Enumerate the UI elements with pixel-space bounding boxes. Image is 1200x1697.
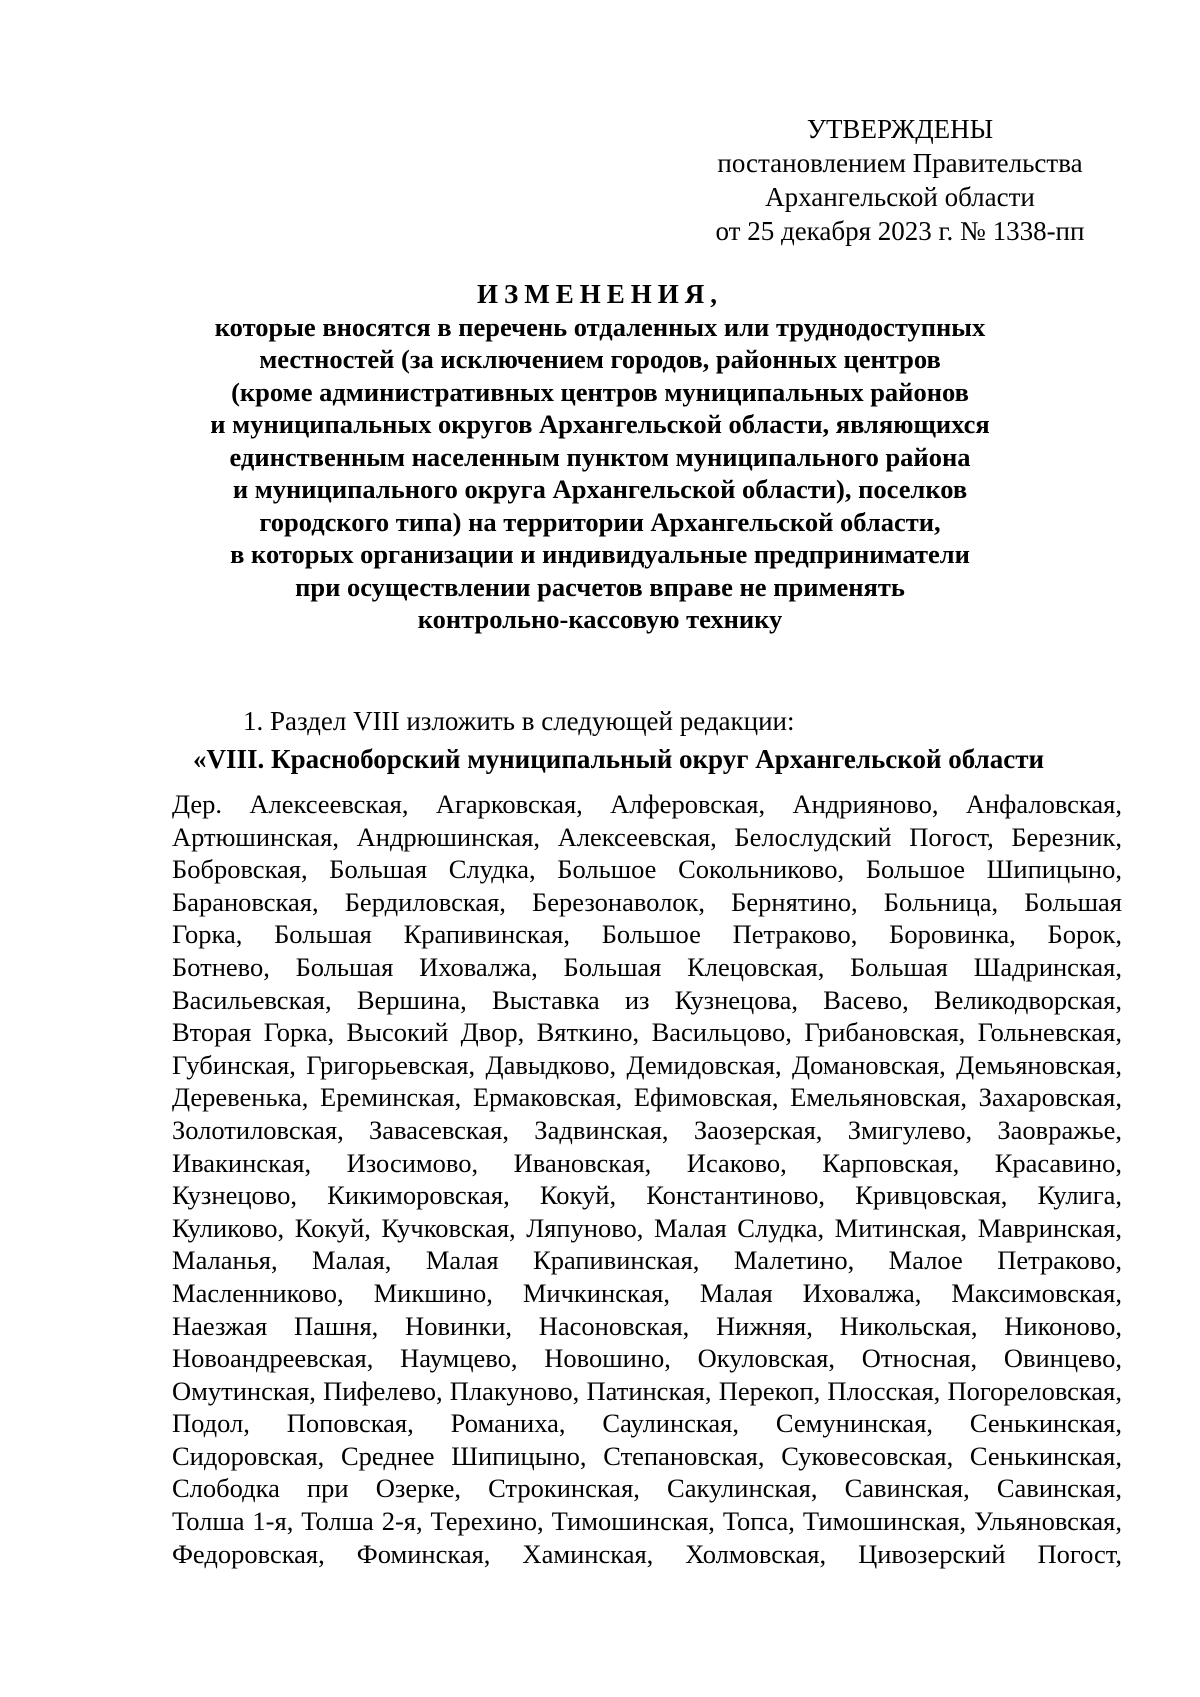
place-line: Наезжая Пашня, Новинки, Насоновская, Нижняя, Никольская, Никоново, — [172, 1310, 1122, 1341]
place-line: Кузнецово, Кикиморовская, Кокуй, Константиново, Кривцовская, Кулига, — [172, 1180, 1122, 1211]
place-line: Бобровская, Большая Слудка, Большое Сокольниково, Большое Шипицыно, — [172, 854, 1122, 885]
title-line: единственным населенным пунктом муниципального района — [229, 441, 971, 472]
place-line: Слободка при Озерке, Строкинская, Сакулинская, Савинская, Савинская, — [172, 1473, 1122, 1504]
place-line: Артюшинская, Андрюшинская, Алексеевская, Белослудский Погост, Березник, — [172, 821, 1122, 852]
place-line: Деревенька, Ереминская, Ермаковская, Ефимовская, Емельяновская, Захаровская, — [172, 1082, 1122, 1113]
place-line: Ивакинская, Изосимово, Ивановская, Исаково, Карповская, Красавино, — [172, 1147, 1122, 1178]
title-line: и муниципального округа Архангельской области), поселков — [232, 474, 968, 504]
title-line: (кроме административных центров муниципальных районов — [231, 376, 969, 407]
place-line: Губинская, Григорьевская, Давыдково, Демидовская, Домановская, Демьяновская, — [172, 1049, 1122, 1080]
place-line: Васильевская, Вершина, Выставка из Кузнецова, Васево, Великодворская, — [172, 984, 1122, 1015]
approval-heading: УТВЕРЖДЕНЫ — [806, 114, 994, 144]
item-1-text: 1. Раздел VIII изложить в следующей редакции: — [243, 706, 795, 736]
title-line: в которых организации и индивидуальные предприниматели — [230, 539, 970, 569]
section-title: «VIII. Красноборский муниципальный округ Архангельской области — [193, 744, 1045, 774]
title-heading: ИЗМЕНЕНИЯ, — [476, 279, 723, 309]
place-line: Ботнево, Большая Иховалжа, Большая Клецовская, Большая Шадринская, — [172, 951, 1122, 982]
title-line: местностей (за исключением городов, районных центров — [259, 344, 941, 374]
place-line: Федоровская, Фоминская, Хаминская, Холмовская, Цивозерский Погост, — [172, 1538, 1122, 1569]
place-line: Сидоровская, Среднее Шипицыно, Степановская, Суковесовская, Сенькинская, — [172, 1440, 1122, 1471]
title-line: при осуществлении расчетов вправе не применять — [295, 571, 905, 602]
place-line: Дер. Алексеевская, Агарковская, Алферовская, Андрияново, Анфаловская, — [172, 789, 1122, 819]
place-line: Толша 1-я, Толша 2-я, Терехино, Тимошинская, Топса, Тимошинская, Ульяновская, — [172, 1506, 1122, 1537]
approval-date-number: от 25 декабря 2023 г. № 1338-пп — [715, 216, 1085, 246]
title-line: которые вносятся в перечень отдаленных или труднодоступных — [214, 311, 986, 342]
place-line: Барановская, Бердиловская, Березонаволок, Бернятино, Больница, Большая — [172, 886, 1122, 917]
document-title — [150, 278, 1050, 636]
place-line: Вторая Горка, Высокий Двор, Вяткино, Васильцово, Грибановская, Гольневская, — [172, 1017, 1122, 1048]
place-line: Маланья, Малая, Малая Крапивинская, Малетино, Малое Петраково, — [172, 1245, 1122, 1276]
place-line: Золотиловская, Завасевская, Задвинская, Заозерская, Змигулево, Заовражье, — [172, 1114, 1122, 1145]
approval-decree-line: постановлением Правительства — [717, 148, 1083, 178]
approval-stamp — [690, 112, 1110, 248]
title-line: и муниципальных округов Архангельской области, являющихся — [210, 409, 990, 439]
place-line: Куликово, Кокуй, Кучковская, Ляпуново, Малая Слудка, Митинская, Мавринская, — [172, 1212, 1122, 1243]
place-list — [172, 788, 1122, 1570]
place-line: Подол, Поповская, Романиха, Саулинская, Семунинская, Сенькинская, — [172, 1408, 1122, 1439]
title-line: контрольно-кассовую технику — [417, 604, 783, 634]
place-line: Омутинская, Пифелево, Плакуново, Патинская, Перекоп, Плосская, Погореловская, — [172, 1375, 1122, 1406]
title-line: городского типа) на территории Архангельской области, — [259, 506, 941, 537]
place-line: Масленниково, Микшино, Мичкинская, Малая Иховалжа, Максимовская, — [172, 1277, 1122, 1308]
place-line: Горка, Большая Крапивинская, Большое Петраково, Боровинка, Борок, — [172, 919, 1122, 950]
approval-region-line: Архангельской области — [765, 182, 1035, 212]
place-line: Новоандреевская, Наумцево, Новошино, Окуловская, Относная, Овинцево, — [172, 1343, 1122, 1374]
